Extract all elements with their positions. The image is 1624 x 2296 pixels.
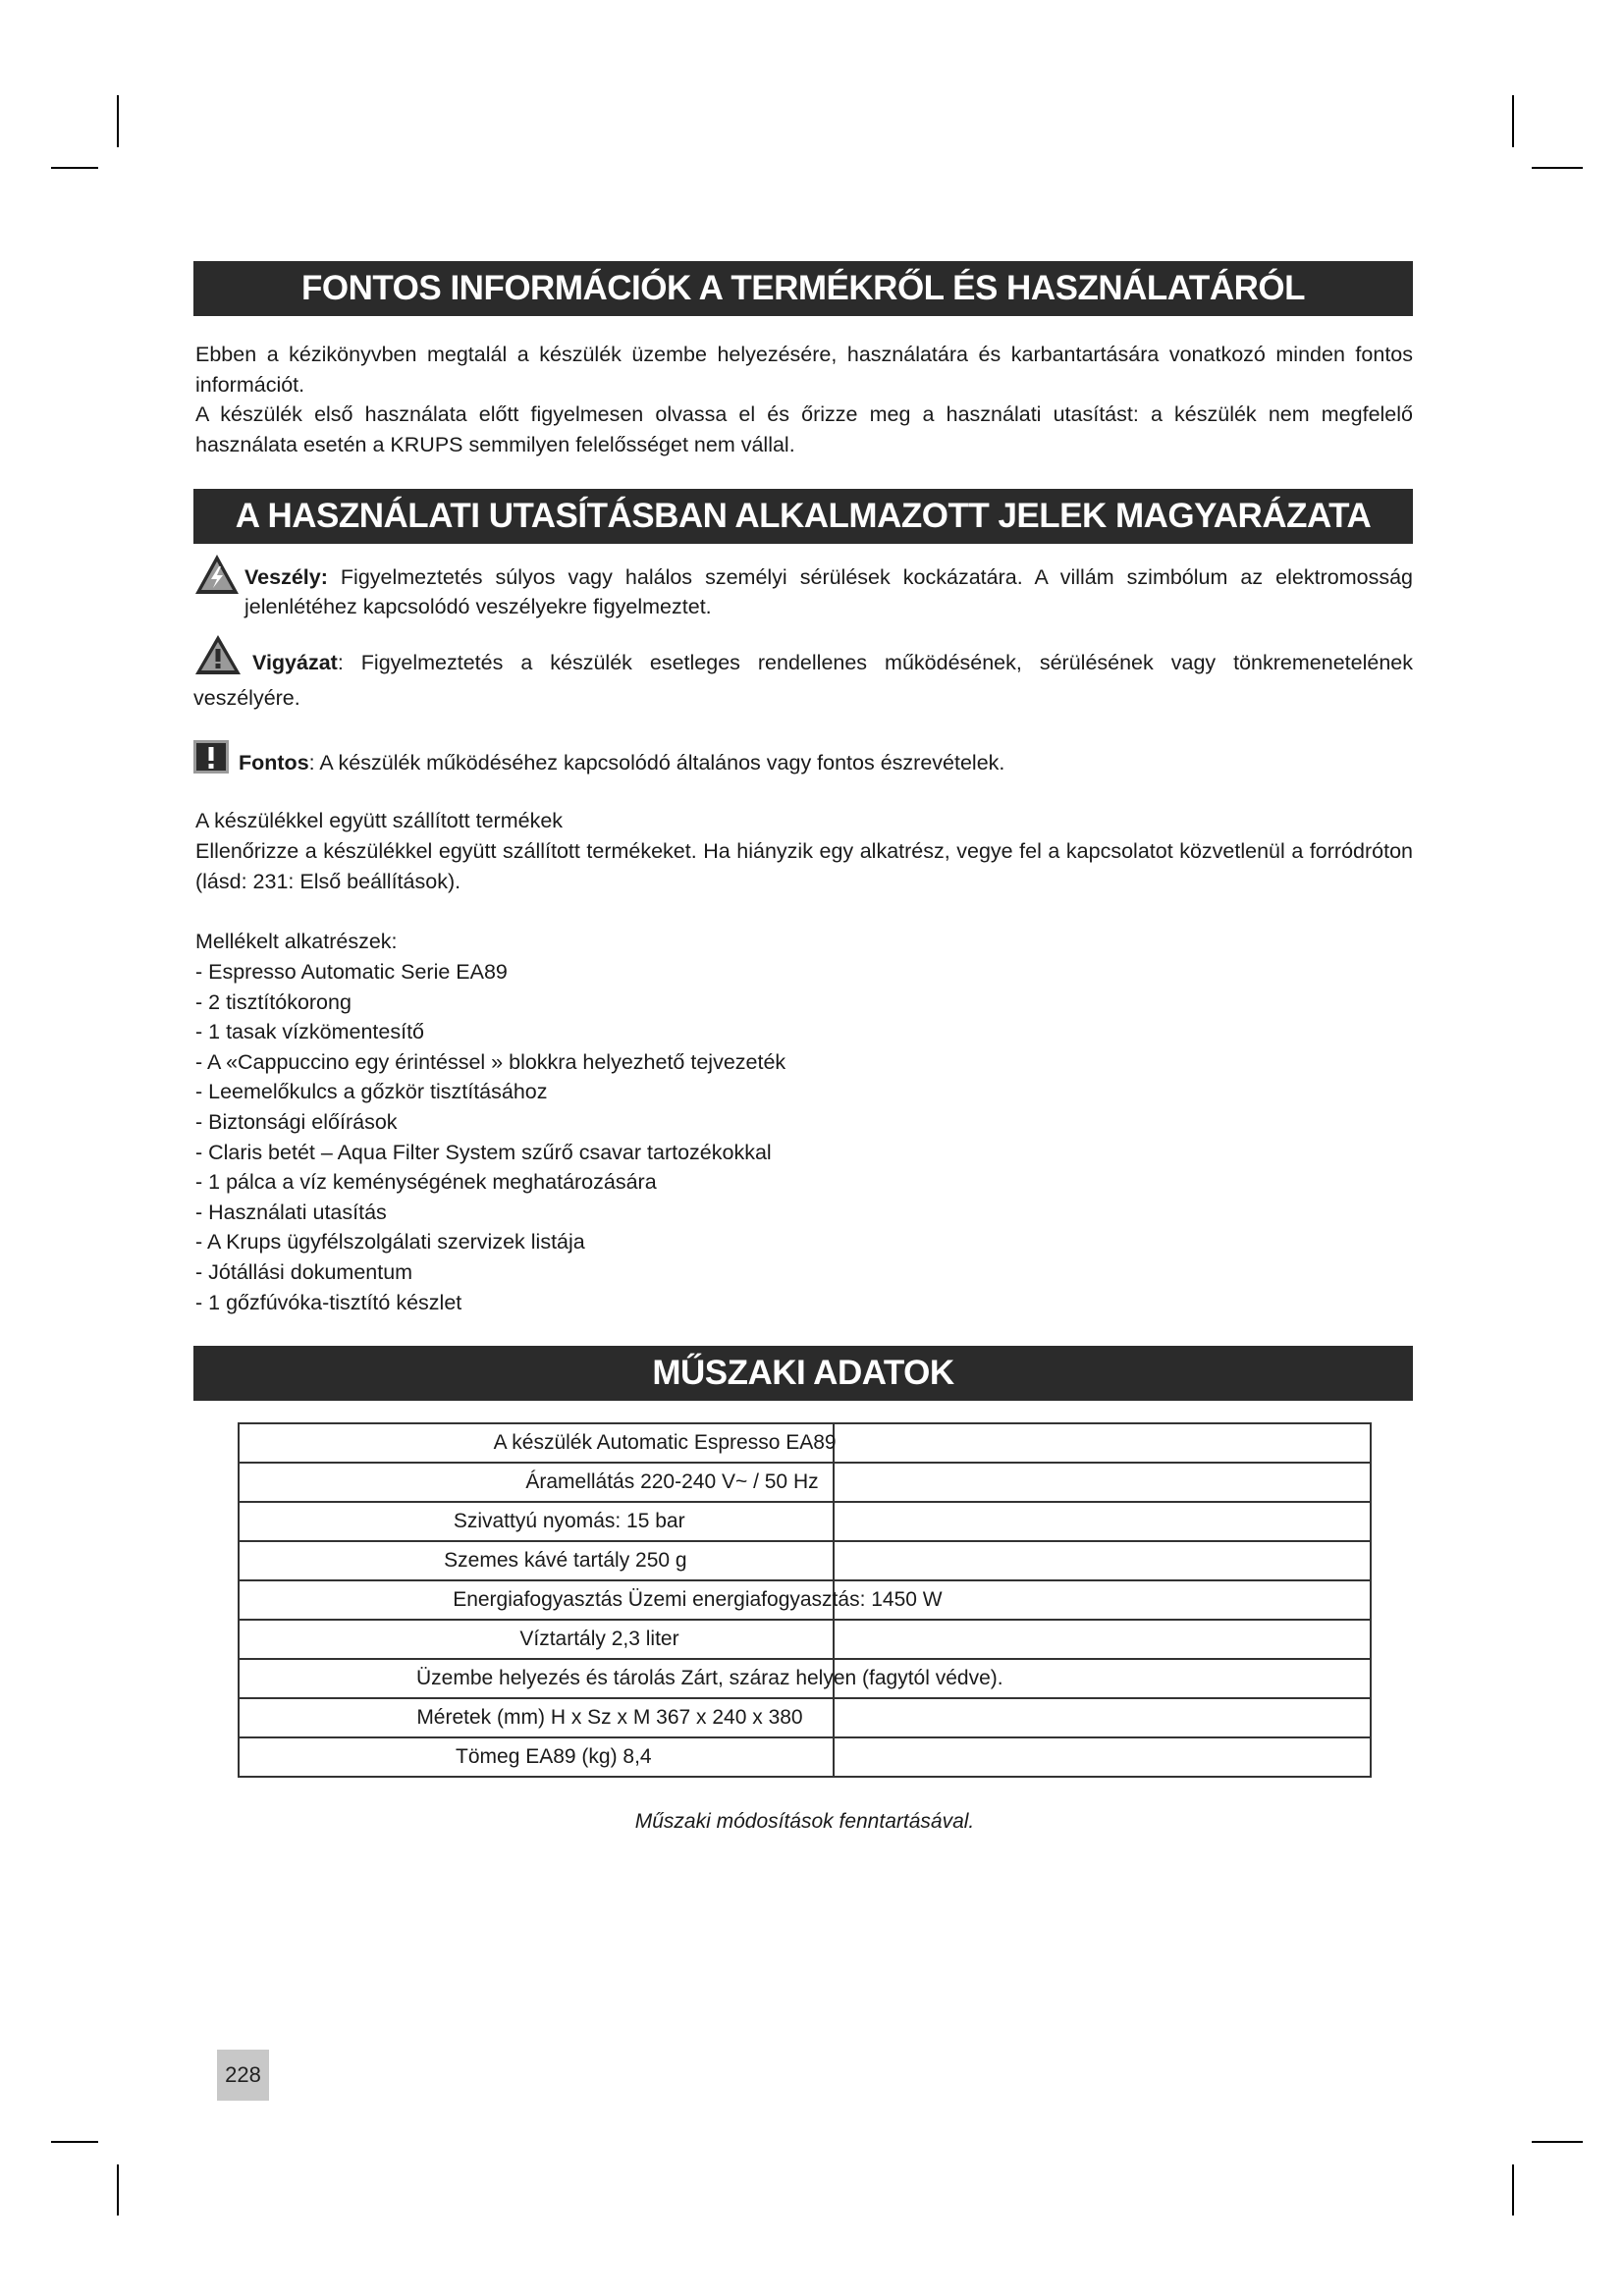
crop-mark [1532,167,1583,169]
list-item: - A «Cappuccino egy érintéssel » blokkra helyezhető tejvezeték [195,1049,786,1074]
table-row [239,1659,1371,1698]
lightning-warning-icon [193,553,241,604]
spec-cell: A készülék Automatic Espresso EA89 [493,1431,837,1454]
spec-cell: Víztartály 2,3 liter [519,1628,679,1650]
crop-mark [51,2141,98,2143]
crop-mark [117,95,119,147]
caution-label: Vigyázat [252,651,338,674]
table-row [239,1502,1371,1541]
delivered-heading: A készülékkel együtt szállított termékek [195,809,564,832]
intro-paragraph-1: Ebben a kézikönyvben megtalál a készülék üzembe helyezésére, használatára és karbantartására vonatkozó minden fontos információt. [195,343,1413,397]
specs-table [238,1422,1372,1778]
section-title-technical-data: MŰSZAKI ADATOK [193,1346,1413,1401]
crop-mark [1512,2164,1514,2216]
spec-cell: Üzembe helyezés és tárolás Zárt, száraz helyen (fagytól védve). [416,1667,1003,1689]
spec-cell: Tömeg EA89 (kg) 8,4 [456,1745,652,1768]
list-item: - Espresso Automatic Serie EA89 [195,960,508,984]
exclamation-box-icon [193,740,229,781]
intro-paragraph-2: A készülék első használata előtt figyelmesen olvassa el és őrizze meg a használati utasítást: a készülék nem megfelelő használata esetén a KRUPS semmilyen felelősséget nem vállal. [195,402,1413,456]
table-row [239,1737,1371,1777]
table-row [239,1423,1371,1463]
crop-mark [117,2164,119,2216]
list-item: - Claris betét – Aqua Filter System szűrő csavar tartozékokkal [195,1140,772,1164]
important-label: Fontos [239,751,309,774]
spec-footnote: Műszaki módosítások fenntartásával. [634,1810,975,1833]
spec-cell: Szemes kávé tartály 250 g [444,1549,687,1572]
list-item: - Leemelőkulcs a gőzkör tisztításához [195,1080,548,1104]
table-row [239,1698,1371,1737]
table-row [239,1580,1371,1620]
parts-list [195,957,1413,1317]
section-title-important-info: FONTOS INFORMÁCIÓK A TERMÉKRŐL ÉS HASZNÁLATÁRÓL [193,261,1413,316]
table-row [239,1541,1371,1580]
list-item: - A Krups ügyfélszolgálati szervizek listája [195,1230,585,1255]
list-item: - Használati utasítás [195,1200,387,1224]
list-item: - Biztonsági előírások [195,1109,398,1134]
list-item: - Jótállási dokumentum [195,1259,413,1284]
caution-text: : Figyelmeztetés a készülék esetleges rendellenes működésének, sérülésének vagy tönkremenetelének veszélyére. [193,651,1413,710]
spec-cell: Áramellátás 220-240 V~ / 50 Hz [525,1470,819,1493]
crop-mark [1532,2141,1583,2143]
spec-cell: Szivattyú nyomás: 15 bar [453,1510,685,1532]
parts-heading: Mellékelt alkatrészek: [195,930,398,953]
delivered-text: Ellenőrizze a készülékkel együtt szállított termékeket. Ha hiányzik egy alkatrész, vegye fel a kapcsolatot közvetlenül a forródróton (lásd: 231: Első beállítások). [195,839,1413,893]
crop-mark [1512,95,1514,147]
page-number: 228 [217,2050,269,2101]
crop-mark [51,167,98,169]
spec-cell: Méretek (mm) H x Sz x M 367 x 240 x 380 [416,1706,803,1729]
important-text: : A készülék működéséhez kapcsolódó általános vagy fontos észrevételek. [308,751,1005,774]
spec-cell: Energiafogyasztás Üzemi energiafogyasztás: 1450 W [453,1588,943,1611]
list-item: - 1 pálca a víz keménységének meghatározására [195,1170,657,1195]
danger-label: Veszély: [244,565,328,589]
list-item: - 1 gőzfúvóka-tisztító készlet [195,1290,462,1314]
list-item: - 1 tasak vízkömentesítő [195,1020,425,1044]
list-item: - 2 tisztítókorong [195,989,352,1014]
table-row [239,1463,1371,1502]
section-title-symbols: A HASZNÁLATI UTASÍTÁSBAN ALKALMAZOTT JELEK MAGYARÁZATA [193,489,1413,544]
danger-text: Figyelmeztetés súlyos vagy halálos személyi sérülések kockázatára. A villám szimbólum az elektromosság jelenlétéhez kapcsolódó veszélyekre figyelmeztet. [244,565,1413,618]
table-row [239,1620,1371,1659]
